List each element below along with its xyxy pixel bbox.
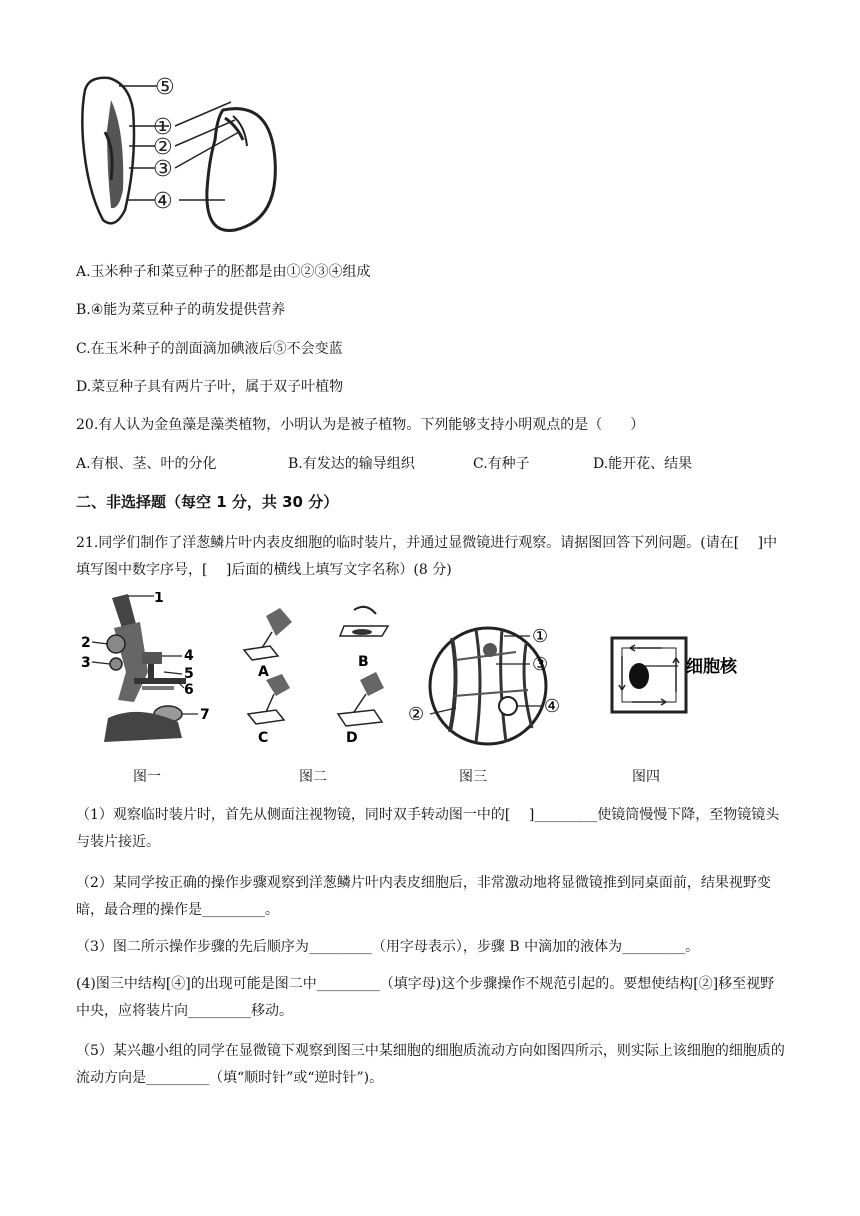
- sub-question-3: （3）图二所示操作步骤的先后顺序为_________（用字母表示），步骤 B 中滴加的液体为_________。: [76, 939, 700, 955]
- microscope-label-1: 1: [154, 592, 164, 606]
- microscope-label-2: 2: [81, 635, 91, 651]
- microscope-label-4: 4: [184, 648, 194, 664]
- slide-steps-figure: [236, 596, 406, 748]
- caption-fig2: 图二: [299, 769, 327, 785]
- q19-option-a: A.玉米种子和菜豆种子的胚都是由①②③④组成: [76, 264, 371, 280]
- q20-option-b: B.有发达的输导组织: [288, 456, 415, 472]
- step-label-c: C: [258, 730, 269, 746]
- seed-label-4: ④: [153, 189, 173, 214]
- microscope-label-5: 5: [184, 666, 194, 682]
- q19-option-b: B.④能为菜豆种子的萌发提供营养: [76, 302, 286, 318]
- q20-option-d: D.能开花、结果: [593, 456, 693, 472]
- sub-question-5: （5）某兴趣小组的同学在显微镜下观察到图三中某细胞的细胞质流动方向如图四所示，则实际上该细胞的细胞质的流动方向是_________（填“顺时针”或“逆时针”)。: [76, 1043, 785, 1086]
- fov-label-1: ①: [532, 626, 549, 647]
- q20-stem: 20.有人认为金鱼藻是藻类植物，小明认为是被子植物。下列能够支持小明观点的是（ ）: [76, 417, 645, 433]
- seed-label-1: ①: [153, 115, 173, 140]
- caption-fig3: 图三: [459, 769, 487, 785]
- caption-fig4: 图四: [632, 769, 660, 785]
- field-of-view-figure: [406, 620, 576, 750]
- microscope-figure: [78, 592, 218, 748]
- microscope-label-6: 6: [184, 682, 194, 698]
- cytoplasm-flow-figure: [608, 630, 758, 720]
- q19-option-d: D.菜豆种子具有两片子叶，属于双子叶植物: [76, 379, 344, 395]
- sub-question-4: (4)图三中结构[④]的出现可能是图二中_________（填字母)这个步骤操作不规范引起的。要想使结构[②]移至视野中央，应将装片向_________移动。: [76, 976, 775, 1019]
- q19-option-c: C.在玉米种子的剖面滴加碘液后⑤不会变蓝: [76, 341, 343, 357]
- section-heading: 二、非选择题（每空 1 分，共 30 分）: [76, 493, 339, 511]
- step-label-b: B: [358, 654, 369, 670]
- step-label-a: A: [258, 664, 269, 680]
- sub-question-1: （1）观察临时装片时，首先从侧面注视物镜，同时双手转动图一中的[ ]_________使镜筒慢慢下降，至物镜镜头与装片接近。: [76, 807, 780, 850]
- microscope-label-7: 7: [200, 707, 210, 723]
- q20-option-a: A.有根、茎、叶的分化: [76, 456, 217, 472]
- seed-label-5: ⑤: [155, 75, 175, 100]
- caption-fig1: 图一: [133, 769, 161, 785]
- fov-label-3: ③: [532, 654, 549, 675]
- step-label-d: D: [346, 730, 358, 746]
- nucleus-label: 细胞核: [686, 657, 737, 677]
- q21-stem: 21.同学们制作了洋葱鳞片叶内表皮细胞的临时装片，并通过显微镜进行观察。请据图回答下列问题。(请在[ ]中填写图中数字序号，[ ]后面的横线上填写文字名称）(8 分): [76, 535, 778, 578]
- q20-option-c: C.有种子: [473, 456, 530, 472]
- seed-label-3: ③: [153, 157, 173, 182]
- sub-question-2: （2）某同学按正确的操作步骤观察到洋葱鳞片叶内表皮细胞后，非常激动地将显微镜推到同桌面前，结果视野变暗，最合理的操作是_________。: [76, 875, 771, 918]
- fov-label-2: ②: [408, 704, 425, 725]
- seed-label-2: ②: [153, 135, 173, 160]
- seed-diagram: [75, 70, 285, 240]
- microscope-label-3: 3: [81, 655, 91, 671]
- fov-label-4: ④: [544, 696, 561, 717]
